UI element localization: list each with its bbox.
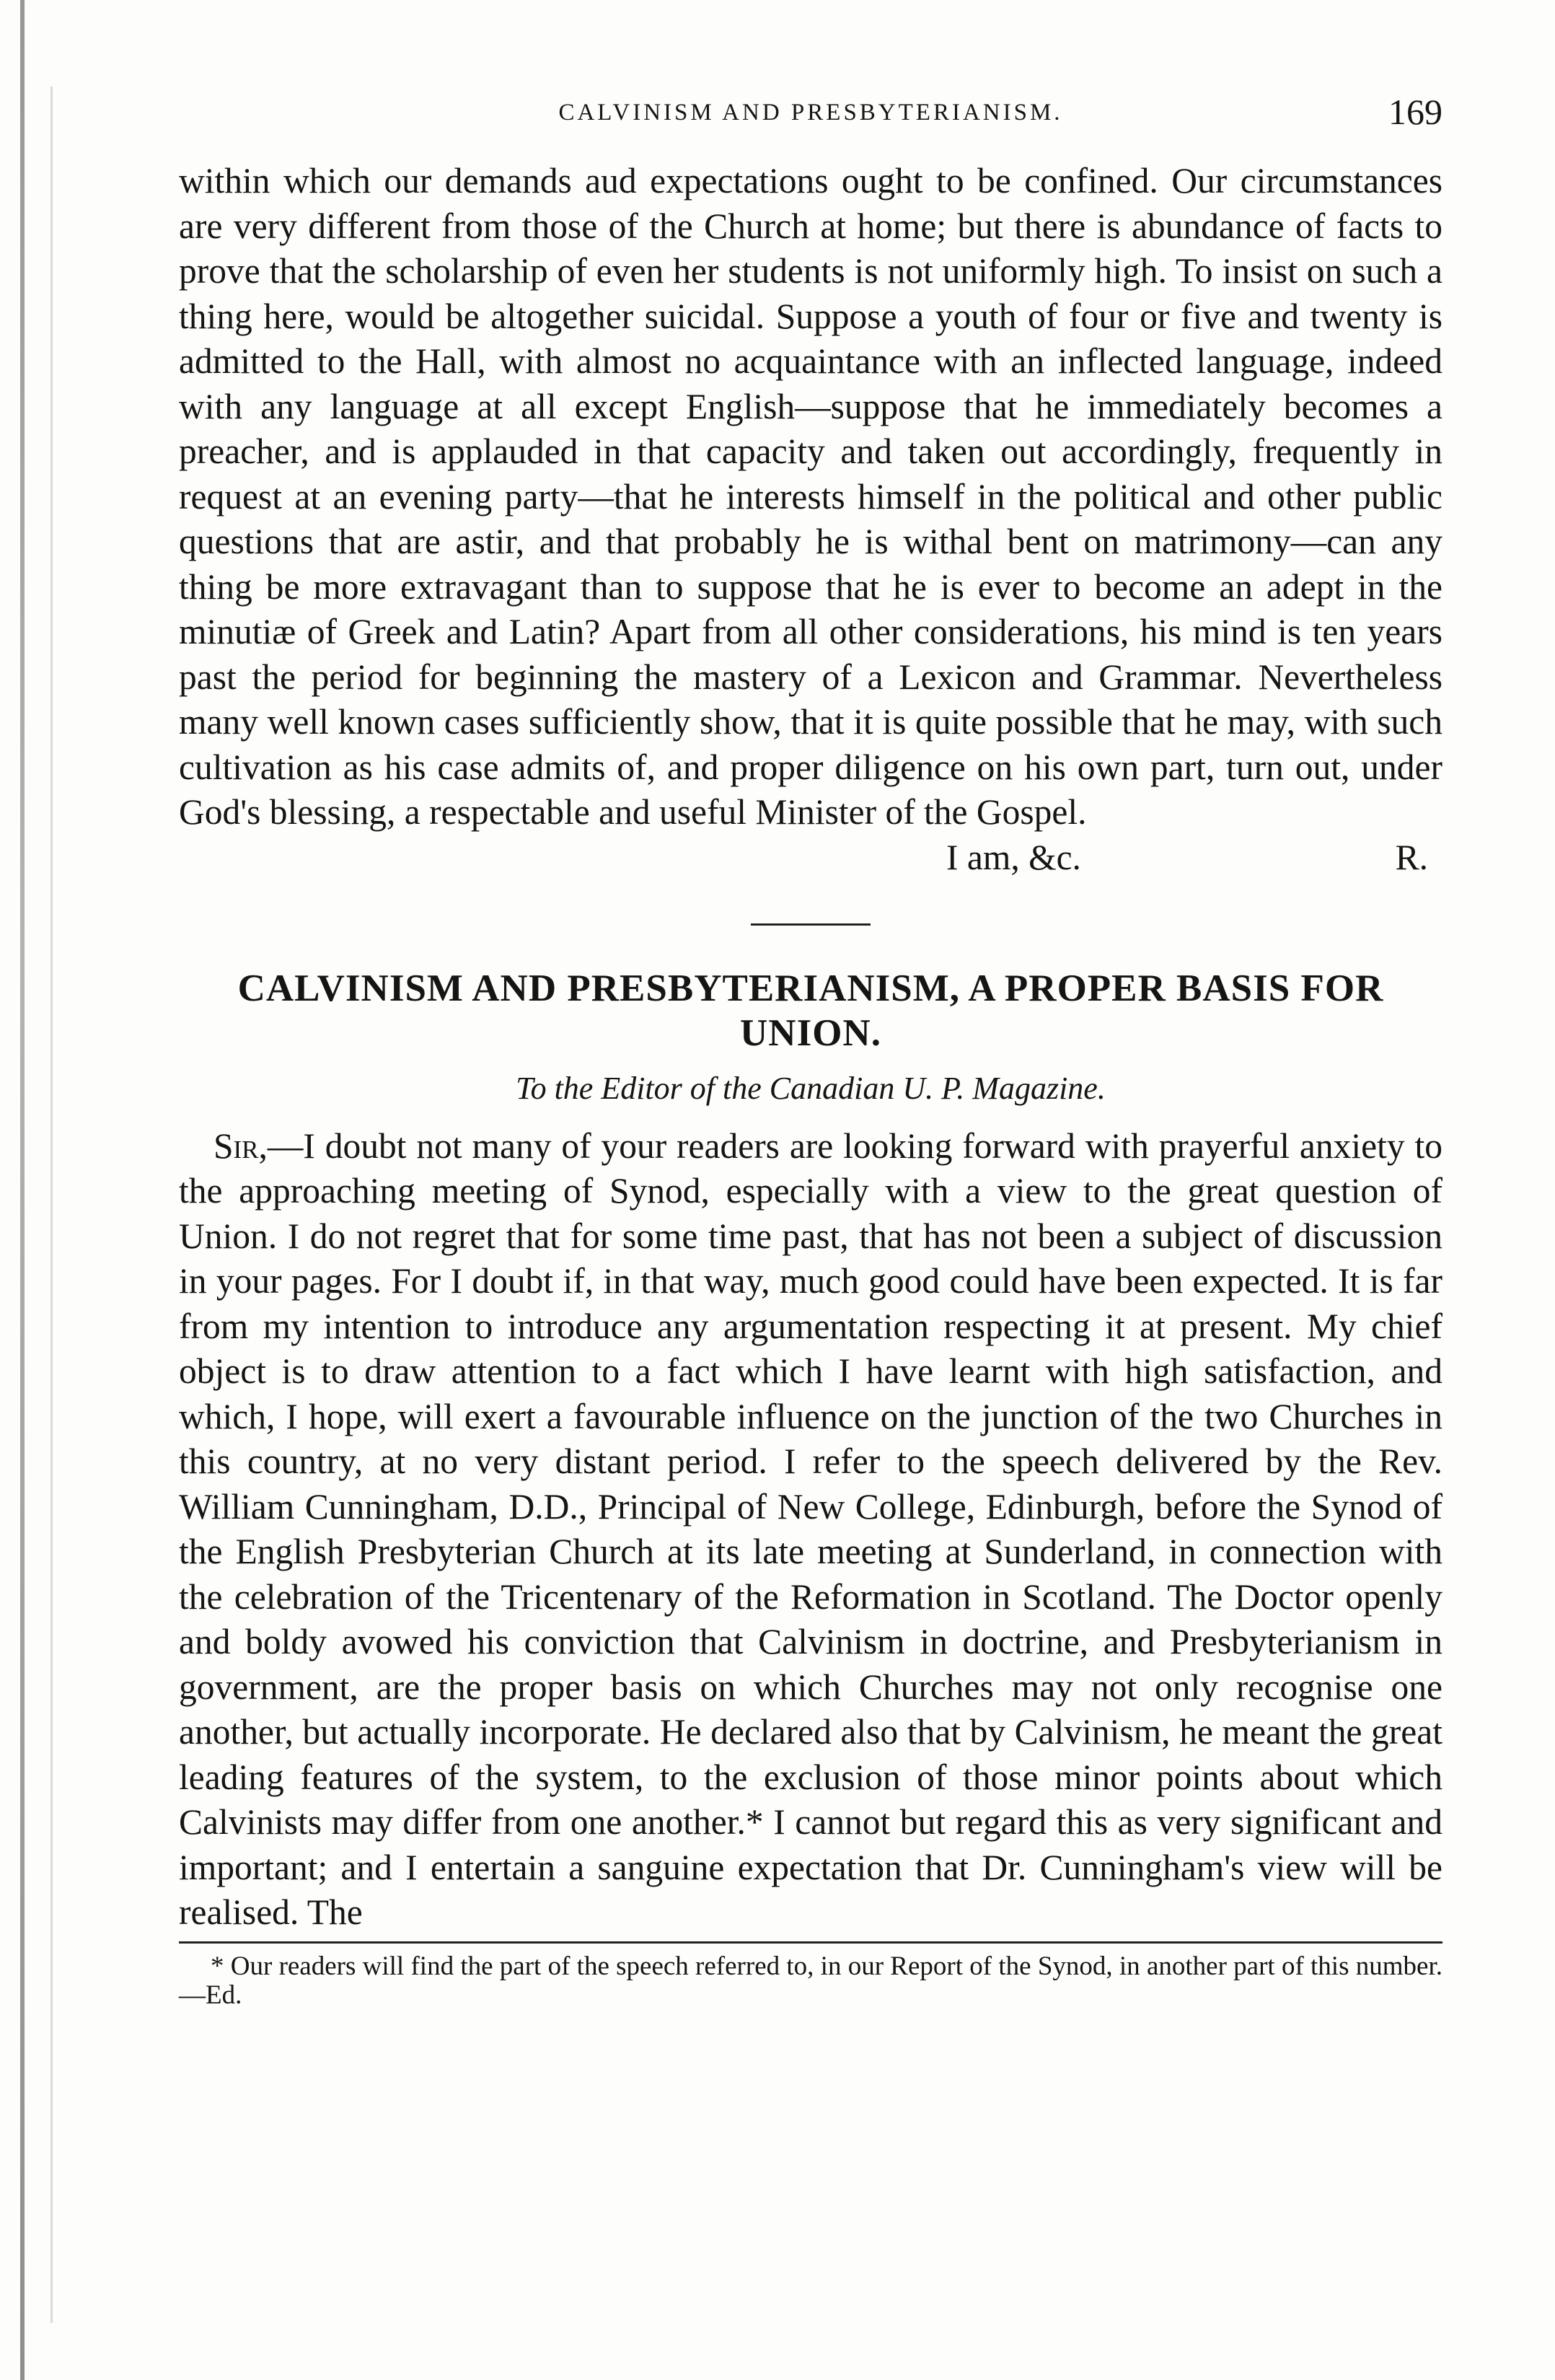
binding-edge <box>20 0 25 2380</box>
letter-signoff <box>179 835 1442 880</box>
running-head-title: CALVINISM AND PRESBYTERIANISM. <box>558 100 1063 126</box>
binding-shadow <box>50 87 53 2323</box>
footnote-rule <box>179 1941 1442 1944</box>
article-heading: CALVINISM AND PRESBYTERIANISM, A PROPER BASIS FOR UNION. <box>237 967 1384 1054</box>
previous-letter-text: within which our demands aud expectations ought to be confined. Our circumstances are very different from those of the Church at home; but there is abundance of facts to prove that the scholarship of even her students is not uniformly high. To insist on such a thing here, would be altogether suicidal. Suppose a youth of four or five and twenty is admitted to the Hall, with almost no acquaintance with an inflected language, indeed with any language at all except English—suppose that he immediately becomes a preacher, and is applauded in that capacity and taken out accordingly, frequently in request at an evening party—that he interests himself in the political and other public questions that are astir, and that probably he is withal bent on matrimony—can any thing be more extravagant than to suppose that he is ever to become an adept in the minutiæ of Greek and Latin? Apart from all other considerations, his mind is ten years past the period for beginning the mastery of a Lexicon and Grammar. Nevertheless many well known cases sufficiently show, that it is quite possible that he may, with such cultivation as his case admits of, and proper diligence on his own part, turn out, under God's blessing, a respectable and useful Minister of the Gospel. <box>179 161 1442 832</box>
section-divider <box>751 923 871 926</box>
article-body <box>179 1124 1442 1936</box>
article-body-text: —I doubt not many of your readers are looking forward with prayerful anxiety to the approaching meeting of Synod, especially with a view to the great question of Union. I do not regret that for some time past, that has not been a subject of discussion in your pages. For I doubt if, in that way, much good could have been expected. It is far from my intention to introduce any argumentation respecting it at present. My chief object is to draw attention to a fact which I have learnt with high satisfaction, and which, I hope, will exert a favourable influence on the junction of the two Churches in this country, at no very distant period. I refer to the speech delivered by the Rev. William Cunningham, D.D., Principal of New College, Edinburgh, before the Synod of the English Presbyterian Church at its late meeting at Sunderland, in connection with the celebration of the Tricentenary of the Reformation in Scotland. The Doctor openly and boldy avowed his conviction that Calvinism in doctrine, and Presbyterianism in government, are the proper basis on which Churches may not only recognise one another, but actually incorporate. He declared also that by Calvinism, he meant the great leading features of the system, to the exclusion of those minor points about which Calvinists may differ from one another.* I cannot but regard this as very significant and important; and I entertain a sanguine expectation that Dr. Cunningham's view will be realised. The <box>179 1125 1442 1932</box>
signature: R. <box>1395 837 1428 877</box>
article-dedication: To the Editor of the Canadian U. P. Magazine. <box>516 1070 1106 1106</box>
closing: I am, &c. <box>946 837 1081 877</box>
page-number: 169 <box>1388 92 1442 132</box>
running-head <box>179 94 1442 144</box>
page-content <box>179 94 1442 2010</box>
footnote: * Our readers will find the part of the speech referred to, in our Report of the Synod, in another part of this number.—Ed. <box>179 1951 1442 2010</box>
salutation: Sir, <box>213 1125 268 1166</box>
